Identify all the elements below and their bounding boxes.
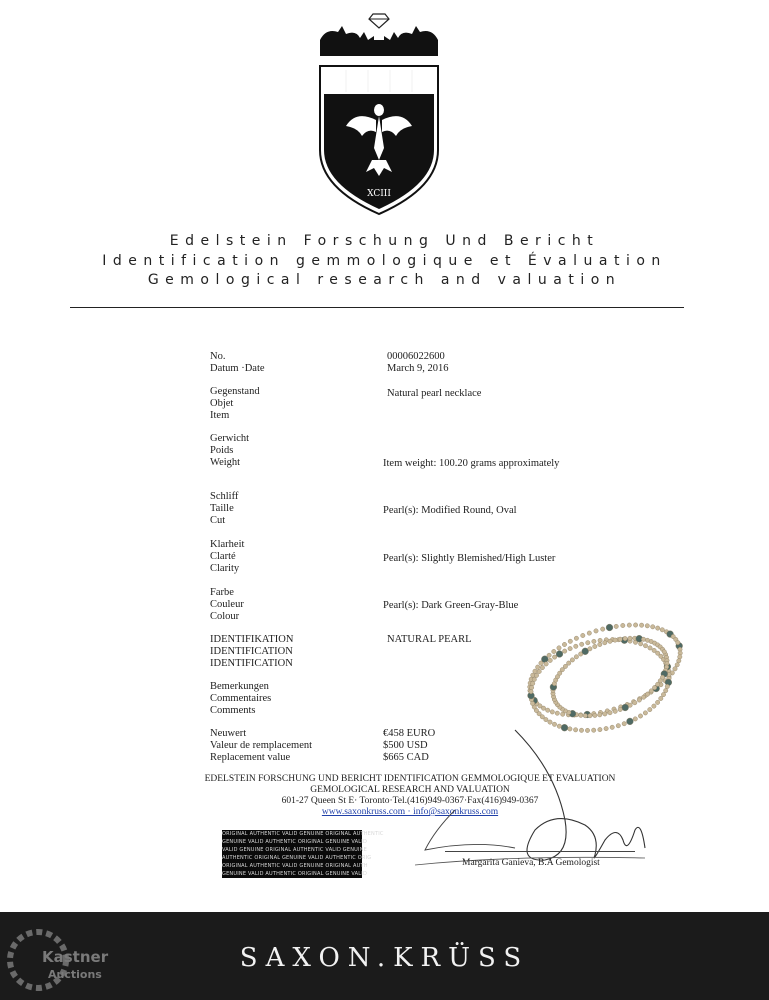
cut-label-en: Cut	[210, 515, 226, 526]
footer-address-line: 601-27 Queen St E· Toronto·Tel.(416)949-0367·Fax(416)949-0367	[281, 796, 539, 806]
replacement-cad: $665 CAD	[383, 752, 429, 763]
colour-label-fr: Couleur	[210, 599, 244, 610]
pearl-bead	[673, 667, 677, 671]
pearl-bead	[547, 653, 551, 657]
weight-label-fr: Poids	[210, 445, 234, 456]
pearl-bead	[587, 631, 591, 635]
pearl-bead	[555, 711, 559, 715]
pearl-bead	[628, 636, 632, 640]
signature-line	[445, 851, 635, 852]
certificate-number: 00006022600	[387, 351, 445, 362]
pearl-bead	[610, 725, 614, 729]
pearl-bead	[676, 640, 680, 644]
pearl-bead	[593, 644, 597, 648]
hologram-text: ORIGINAL AUTHENTIC VALID GENUINE ORIGINAL AUTHENTIC	[222, 831, 384, 837]
pearl-bead	[627, 718, 634, 725]
crest-numeral: XCIII	[367, 189, 391, 199]
pearl-bead	[557, 646, 561, 650]
pearl-bead	[540, 665, 544, 669]
cut-label-fr: Taille	[210, 503, 234, 514]
item-value: Natural pearl necklace	[387, 388, 482, 399]
pearl-bead	[552, 649, 556, 653]
replacement-label-en: Replacement value	[210, 752, 291, 763]
pearl-bead	[532, 677, 536, 681]
ident-label-fr: IDENTIFICATION	[210, 646, 293, 657]
watermark-text-bottom: Auctions	[48, 968, 102, 981]
pearl-bead	[665, 684, 669, 688]
pearl-bead	[574, 644, 578, 648]
pearl-bead	[534, 673, 538, 677]
replacement-usd: $500 USD	[383, 740, 428, 751]
date-label: Datum ·Date	[210, 363, 265, 374]
pearl-bead	[531, 681, 535, 685]
pearl-bead	[536, 665, 540, 669]
pearl-bead	[662, 650, 666, 654]
pearl-bead	[574, 636, 578, 640]
pearl-bead	[567, 661, 571, 665]
header-line-english: Gemological research and valuation	[147, 272, 622, 288]
replacement-label-fr: Valeur de remplacement	[210, 740, 313, 751]
pearl-bead	[655, 700, 659, 704]
pearl-bead	[664, 688, 668, 692]
pearl-bead	[546, 708, 550, 712]
griffins-icon	[320, 26, 438, 56]
pearl-bead	[603, 641, 607, 645]
auction-watermark-logo	[8, 928, 116, 992]
pearl-bead	[659, 696, 663, 700]
pearl-bead	[562, 642, 566, 646]
pearl-bead	[652, 685, 656, 689]
weight-value: Item weight: 100.20 grams approximately	[383, 458, 560, 469]
comments-label-en: Comments	[210, 705, 256, 716]
pearl-bead	[557, 724, 561, 728]
footer-subtitle-line: GEMOLOGICAL RESEARCH AND VALUATION	[310, 785, 510, 795]
footer-website-link[interactable]: www.saxonkruss.com · info@saxonkruss.com	[321, 807, 499, 817]
pearl-bead	[613, 638, 617, 642]
hologram-text: GENUINE VALID AUTHENTIC ORIGINAL GENUINE VALID	[222, 839, 368, 845]
pearl-bead	[563, 649, 567, 653]
pearl-bead	[623, 636, 627, 640]
pearl-bead	[639, 623, 643, 627]
ident-value: NATURAL PEARL	[387, 634, 472, 645]
pearl-bead	[678, 655, 682, 659]
pearl-bead	[633, 701, 637, 705]
replacement-euro: €458 EURO	[383, 728, 436, 739]
ident-label-de: IDENTIFIKATION	[210, 634, 294, 645]
comments-label-fr: Commentaires	[210, 693, 272, 704]
crest-emblem	[316, 10, 442, 220]
pearl-bead	[570, 658, 574, 662]
pearl-bead	[648, 646, 652, 650]
pearl-bead	[633, 623, 637, 627]
pearl-bead	[550, 710, 554, 714]
watermark-text-top: Kastner	[42, 948, 109, 966]
pearl-bead	[622, 722, 626, 726]
pearl-bead	[603, 712, 607, 716]
pearl-bead	[548, 658, 552, 662]
pearl-bead	[613, 709, 617, 713]
pearl-bead	[648, 707, 652, 711]
pearl-bead	[583, 714, 587, 718]
pearl-bead	[598, 713, 602, 717]
clarity-label-de: Klarheit	[210, 539, 245, 550]
pearl-bead	[552, 722, 556, 726]
cut-label-de: Schliff	[210, 491, 239, 502]
header-line-french: Identification gemmologique et Évaluation	[102, 253, 667, 269]
pearl-bead	[652, 648, 656, 652]
pearl-bead	[645, 624, 649, 628]
authenticity-hologram	[222, 830, 384, 878]
pearl-bead	[627, 623, 631, 627]
pearl-bead	[548, 720, 552, 724]
pearl-bead	[649, 689, 653, 693]
weight-label-en: Weight	[210, 457, 241, 468]
pearl-bead	[563, 664, 567, 668]
pearl-bead	[598, 638, 602, 642]
pearl-bead	[661, 692, 665, 696]
pearl-bead	[660, 628, 664, 632]
pearl-bead	[618, 707, 622, 711]
certificate-date: March 9, 2016	[387, 363, 449, 374]
clarity-label-en: Clarity	[210, 563, 240, 574]
number-label: No.	[210, 351, 226, 362]
hologram-text: ORIGINAL AUTHENTIC VALID GENUINE ORIGINAL AUTH	[222, 863, 368, 869]
pearl-bead	[541, 656, 548, 663]
pearl-bead	[622, 704, 629, 711]
pearl-bead	[593, 713, 597, 717]
pearl-bead	[614, 624, 618, 628]
gemologist-name: Margarita Ganieva, B.A Gemologist	[462, 858, 600, 868]
pearl-bead	[606, 624, 613, 631]
colour-label-en: Colour	[210, 611, 240, 622]
colour-label-de: Farbe	[210, 587, 234, 598]
brand-name: SAXON.KRÜSS	[239, 943, 530, 973]
pearl-bead	[598, 642, 602, 646]
pearl-bead	[616, 724, 620, 728]
pearl-bead	[652, 704, 656, 708]
pearl-bead	[544, 717, 548, 721]
cut-value: Pearl(s): Modified Round, Oval	[383, 505, 517, 516]
pearl-bead	[656, 626, 660, 630]
header-line-german: Edelstein Forschung Und Bericht	[169, 233, 600, 249]
pearl-bead	[544, 662, 548, 666]
pearl-bead	[677, 659, 681, 663]
pearl-bead	[533, 669, 537, 673]
hologram-text: AUTHENTIC ORIGINAL GENUINE VALID AUTHENTIC ORIG	[222, 855, 372, 861]
pearl-bead	[651, 625, 655, 629]
pearl-bead	[592, 639, 596, 643]
footer-company-line: EDELSTEIN FORSCHUNG UND BERICHT IDENTIFICATION GEMMOLOGIQUE ET EVALUATION	[204, 774, 616, 784]
item-label-de: Gegenstand	[210, 386, 260, 397]
pearl-bead	[621, 623, 625, 627]
pearl-bead	[633, 717, 637, 721]
pearl-bead	[608, 711, 612, 715]
pearl-bead	[556, 651, 563, 658]
item-label-fr: Objet	[210, 398, 234, 409]
pearl-bead	[608, 639, 612, 643]
header-divider	[70, 307, 684, 308]
pearl-bead	[675, 663, 679, 667]
pearl-bead	[580, 642, 584, 646]
pearl-bead	[579, 713, 583, 717]
pearl-bead	[552, 655, 556, 659]
pearl-bead	[588, 647, 592, 651]
replacement-label-de: Neuwert	[210, 728, 247, 739]
comments-label-de: Bemerkungen	[210, 681, 269, 692]
pearl-bead	[618, 637, 622, 641]
pearl-bead	[601, 627, 605, 631]
pearl-bead	[574, 655, 578, 659]
pearl-bead	[537, 669, 541, 673]
colour-value: Pearl(s): Dark Green-Gray-Blue	[383, 600, 519, 611]
clarity-label-fr: Clarté	[210, 551, 236, 562]
pearl-bead	[643, 644, 647, 648]
pearl-bead	[594, 629, 598, 633]
pearl-bead	[643, 711, 647, 715]
pearl-bead	[529, 685, 533, 689]
pearl-bead	[588, 714, 592, 718]
pearl-bead	[638, 714, 642, 718]
pearl-bead	[586, 641, 590, 645]
clarity-value: Pearl(s): Slightly Blemished/High Luster	[383, 553, 556, 564]
pearl-bead	[645, 692, 649, 696]
weight-label-de: Gerwicht	[210, 433, 250, 444]
item-label-en: Item	[210, 410, 230, 421]
pearl-bead	[581, 633, 585, 637]
ident-label-en: IDENTIFICATION	[210, 658, 293, 669]
pearl-bead	[641, 637, 645, 641]
pearl-bead	[641, 695, 645, 699]
hologram-text: VALID GENUINE ORIGINAL AUTHENTIC VALID GENUINE	[222, 847, 368, 853]
pearl-bead	[529, 689, 533, 693]
pearl-bead	[568, 639, 572, 643]
hologram-text: GENUINE VALID AUTHENTIC ORIGINAL GENUINE VALID	[222, 871, 368, 877]
pearl-bead	[568, 646, 572, 650]
pearl-bead	[637, 698, 641, 702]
diamond-icon	[369, 14, 389, 28]
